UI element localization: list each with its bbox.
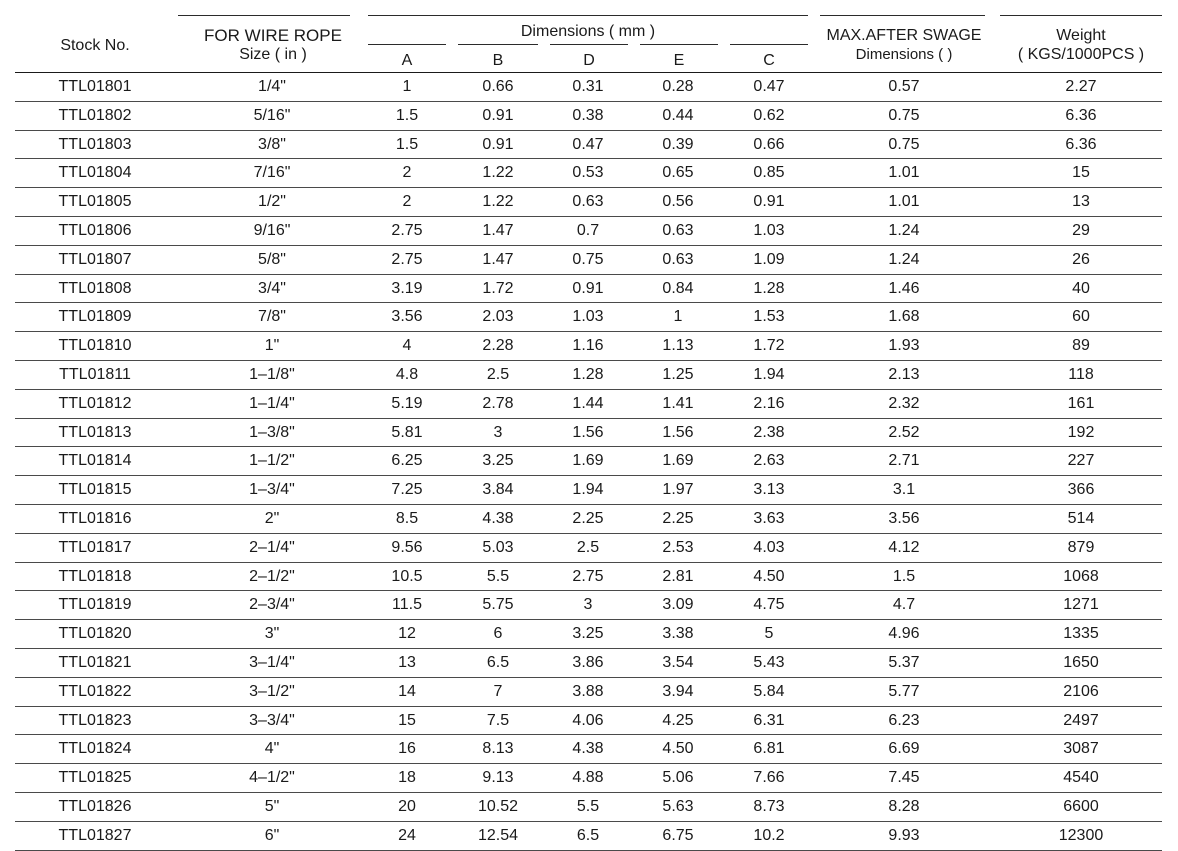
cell-dim-a: 16 bbox=[398, 740, 416, 758]
cell-dim-b: 2.28 bbox=[482, 337, 514, 355]
cell-dim-e: 6.75 bbox=[662, 826, 694, 844]
cell-dim-a: 24 bbox=[398, 826, 416, 844]
cell-dim-e: 1.97 bbox=[662, 481, 694, 499]
cell-dim-a: 3.19 bbox=[391, 279, 423, 297]
cell-swage: 5.77 bbox=[888, 682, 920, 700]
cell-dim-d: 1.16 bbox=[572, 337, 604, 355]
cell-stock-no: TTL01807 bbox=[58, 250, 132, 268]
cell-swage: 1.46 bbox=[888, 279, 920, 297]
cell-weight: 29 bbox=[1072, 221, 1090, 239]
cell-dim-e: 1.13 bbox=[662, 337, 694, 355]
table-row bbox=[15, 793, 1162, 822]
table-row bbox=[15, 102, 1162, 131]
cell-stock-no: TTL01806 bbox=[58, 221, 132, 239]
cell-wire-size: 3/4" bbox=[258, 279, 286, 297]
cell-dim-d: 3.25 bbox=[572, 625, 604, 643]
table-row bbox=[15, 534, 1162, 563]
cell-dim-c: 2.16 bbox=[753, 394, 785, 412]
cell-swage: 5.37 bbox=[888, 653, 920, 671]
cell-stock-no: TTL01821 bbox=[58, 653, 132, 671]
cell-dim-d: 6.5 bbox=[576, 826, 600, 844]
cell-dim-e: 0.65 bbox=[662, 164, 694, 182]
cell-dim-b: 1.22 bbox=[482, 193, 514, 211]
cell-dim-b: 7 bbox=[493, 682, 503, 700]
cell-weight: 15 bbox=[1072, 164, 1090, 182]
cell-wire-size: 4" bbox=[264, 740, 280, 758]
table-row bbox=[15, 707, 1162, 736]
cell-dim-c: 2.38 bbox=[753, 423, 785, 441]
cell-weight: 89 bbox=[1072, 337, 1090, 355]
header-swage-line2: Dimensions ( ) bbox=[855, 46, 953, 63]
cell-dim-d: 0.47 bbox=[572, 135, 604, 153]
cell-dim-c: 1.28 bbox=[753, 279, 785, 297]
table-row bbox=[15, 131, 1162, 160]
cell-swage: 1.01 bbox=[888, 164, 920, 182]
cell-dim-a: 12 bbox=[398, 625, 416, 643]
cell-swage: 2.71 bbox=[888, 452, 920, 470]
cell-stock-no: TTL01815 bbox=[58, 481, 132, 499]
cell-dim-d: 2.5 bbox=[576, 538, 600, 556]
cell-weight: 13 bbox=[1072, 193, 1090, 211]
table-row bbox=[15, 419, 1162, 448]
cell-dim-b: 5.03 bbox=[482, 538, 514, 556]
cell-weight: 366 bbox=[1067, 481, 1095, 499]
cell-dim-c: 10.2 bbox=[753, 826, 785, 844]
header-col-c: C bbox=[763, 52, 775, 69]
cell-stock-no: TTL01816 bbox=[58, 509, 132, 527]
cell-dim-b: 3.84 bbox=[482, 481, 514, 499]
table-row bbox=[15, 620, 1162, 649]
cell-dim-c: 4.50 bbox=[753, 567, 785, 585]
cell-swage: 1.24 bbox=[888, 250, 920, 268]
cell-wire-size: 3/8" bbox=[258, 135, 286, 153]
cell-wire-size: 1–1/4" bbox=[249, 394, 295, 412]
cell-dim-d: 0.53 bbox=[572, 164, 604, 182]
cell-dim-b: 3 bbox=[493, 423, 503, 441]
cell-dim-d: 1.28 bbox=[572, 365, 604, 383]
cell-dim-d: 1.44 bbox=[572, 394, 604, 412]
cell-wire-size: 3–3/4" bbox=[249, 711, 295, 729]
cell-wire-size: 1/4" bbox=[258, 78, 286, 95]
cell-dim-c: 0.47 bbox=[753, 78, 785, 95]
cell-weight: 4540 bbox=[1063, 769, 1099, 787]
cell-weight: 514 bbox=[1067, 509, 1095, 527]
cell-stock-no: TTL01804 bbox=[58, 164, 132, 182]
cell-dim-a: 20 bbox=[398, 797, 416, 815]
table-row bbox=[15, 332, 1162, 361]
cell-dim-c: 0.66 bbox=[753, 135, 785, 153]
table-row bbox=[15, 188, 1162, 217]
cell-weight: 6.36 bbox=[1065, 135, 1097, 153]
cell-dim-e: 0.84 bbox=[662, 279, 694, 297]
cell-wire-size: 1/2" bbox=[258, 193, 286, 211]
table-row bbox=[15, 735, 1162, 764]
cell-dim-d: 4.06 bbox=[572, 711, 604, 729]
cell-weight: 1335 bbox=[1063, 625, 1099, 643]
table-row bbox=[15, 361, 1162, 390]
cell-weight: 12300 bbox=[1058, 826, 1104, 844]
cell-wire-size: 7/8" bbox=[258, 308, 286, 326]
cell-stock-no: TTL01805 bbox=[58, 193, 132, 211]
cell-wire-size: 1" bbox=[264, 337, 280, 355]
cell-dim-d: 1.56 bbox=[572, 423, 604, 441]
cell-dim-a: 4 bbox=[402, 337, 412, 355]
top-rule-wire bbox=[178, 15, 350, 16]
cell-dim-a: 1 bbox=[402, 78, 412, 95]
cell-stock-no: TTL01820 bbox=[58, 625, 132, 643]
cell-dim-a: 5.19 bbox=[391, 394, 423, 412]
cell-dim-e: 1.25 bbox=[662, 365, 694, 383]
cell-stock-no: TTL01823 bbox=[58, 711, 132, 729]
table-row bbox=[15, 73, 1162, 102]
cell-dim-a: 15 bbox=[398, 711, 416, 729]
cell-dim-e: 2.25 bbox=[662, 509, 694, 527]
cell-dim-a: 8.5 bbox=[395, 509, 419, 527]
header-col-b: B bbox=[492, 52, 504, 69]
cell-dim-e: 4.50 bbox=[662, 740, 694, 758]
cell-swage: 0.57 bbox=[888, 78, 920, 95]
cell-swage: 4.7 bbox=[892, 596, 916, 614]
cell-dim-c: 6.81 bbox=[753, 740, 785, 758]
cell-dim-b: 12.54 bbox=[477, 826, 519, 844]
cell-swage: 9.93 bbox=[888, 826, 920, 844]
cell-stock-no: TTL01819 bbox=[58, 596, 132, 614]
cell-dim-c: 1.03 bbox=[753, 221, 785, 239]
cell-weight: 2.27 bbox=[1065, 78, 1097, 95]
cell-stock-no: TTL01818 bbox=[58, 567, 132, 585]
cell-dim-d: 0.91 bbox=[572, 279, 604, 297]
cell-dim-d: 0.63 bbox=[572, 193, 604, 211]
top-rule-swage bbox=[820, 15, 985, 16]
cell-dim-e: 3.94 bbox=[662, 682, 694, 700]
cell-dim-c: 0.85 bbox=[753, 164, 785, 182]
cell-weight: 26 bbox=[1072, 250, 1090, 268]
cell-wire-size: 2–1/4" bbox=[249, 538, 295, 556]
table-row bbox=[15, 649, 1162, 678]
cell-wire-size: 2–3/4" bbox=[249, 596, 295, 614]
cell-weight: 879 bbox=[1067, 538, 1095, 556]
cell-dim-a: 1.5 bbox=[395, 106, 419, 124]
cell-dim-b: 5.5 bbox=[486, 567, 510, 585]
cell-dim-b: 4.38 bbox=[482, 509, 514, 527]
cell-dim-c: 1.09 bbox=[753, 250, 785, 268]
cell-swage: 6.23 bbox=[888, 711, 920, 729]
cell-weight: 1271 bbox=[1063, 596, 1099, 614]
table-row bbox=[15, 591, 1162, 620]
cell-dim-b: 1.72 bbox=[482, 279, 514, 297]
cell-dim-b: 6 bbox=[493, 625, 503, 643]
cell-wire-size: 7/16" bbox=[253, 164, 291, 182]
cell-dim-d: 3.88 bbox=[572, 682, 604, 700]
cell-dim-d: 0.75 bbox=[572, 250, 604, 268]
cell-wire-size: 5/16" bbox=[253, 106, 291, 124]
top-rule-weight bbox=[1000, 15, 1162, 16]
cell-weight: 227 bbox=[1067, 452, 1095, 470]
cell-dim-c: 1.53 bbox=[753, 308, 785, 326]
cell-dim-e: 0.44 bbox=[662, 106, 694, 124]
cell-stock-no: TTL01809 bbox=[58, 308, 132, 326]
cell-dim-a: 13 bbox=[398, 653, 416, 671]
cell-dim-a: 5.81 bbox=[391, 423, 423, 441]
cell-dim-b: 1.22 bbox=[482, 164, 514, 182]
cell-stock-no: TTL01824 bbox=[58, 740, 132, 758]
cell-dim-e: 1.41 bbox=[662, 394, 694, 412]
cell-dim-a: 18 bbox=[398, 769, 416, 787]
cell-dim-e: 5.06 bbox=[662, 769, 694, 787]
cell-wire-size: 2" bbox=[264, 509, 280, 527]
cell-dim-b: 8.13 bbox=[482, 740, 514, 758]
cell-dim-e: 1.69 bbox=[662, 452, 694, 470]
cell-dim-b: 1.47 bbox=[482, 250, 514, 268]
cell-dim-e: 3.38 bbox=[662, 625, 694, 643]
cell-weight: 40 bbox=[1072, 279, 1090, 297]
cell-swage: 8.28 bbox=[888, 797, 920, 815]
cell-wire-size: 4–1/2" bbox=[249, 769, 295, 787]
cell-swage: 7.45 bbox=[888, 769, 920, 787]
cell-dim-b: 0.66 bbox=[482, 78, 514, 95]
table-row bbox=[15, 275, 1162, 304]
cell-stock-no: TTL01810 bbox=[58, 337, 132, 355]
cell-stock-no: TTL01803 bbox=[58, 135, 132, 153]
cell-wire-size: 5" bbox=[264, 797, 280, 815]
cell-swage: 6.69 bbox=[888, 740, 920, 758]
cell-swage: 3.56 bbox=[888, 509, 920, 527]
cell-stock-no: TTL01813 bbox=[58, 423, 132, 441]
cell-dim-b: 2.5 bbox=[486, 365, 510, 383]
cell-dim-a: 6.25 bbox=[391, 452, 423, 470]
cell-stock-no: TTL01827 bbox=[58, 826, 132, 844]
cell-dim-b: 10.52 bbox=[477, 797, 519, 815]
cell-dim-b: 3.25 bbox=[482, 452, 514, 470]
table-body bbox=[0, 73, 1178, 851]
table-row bbox=[15, 563, 1162, 592]
cell-dim-e: 3.54 bbox=[662, 653, 694, 671]
cell-swage: 1.24 bbox=[888, 221, 920, 239]
cell-dim-e: 3.09 bbox=[662, 596, 694, 614]
cell-stock-no: TTL01825 bbox=[58, 769, 132, 787]
cell-dim-a: 9.56 bbox=[391, 538, 423, 556]
cell-dim-d: 3.86 bbox=[572, 653, 604, 671]
cell-dim-c: 5 bbox=[764, 625, 774, 643]
cell-stock-no: TTL01826 bbox=[58, 797, 132, 815]
cell-dim-a: 1.5 bbox=[395, 135, 419, 153]
cell-dim-d: 4.88 bbox=[572, 769, 604, 787]
cell-weight: 2106 bbox=[1063, 682, 1099, 700]
cell-dim-c: 1.94 bbox=[753, 365, 785, 383]
cell-wire-size: 3–1/2" bbox=[249, 682, 295, 700]
cell-dim-c: 0.91 bbox=[753, 193, 785, 211]
cell-swage: 2.13 bbox=[888, 365, 920, 383]
cell-dim-e: 5.63 bbox=[662, 797, 694, 815]
dim-rule-d bbox=[550, 44, 628, 45]
cell-wire-size: 1–3/8" bbox=[249, 423, 295, 441]
cell-dim-d: 0.7 bbox=[576, 221, 600, 239]
cell-dim-e: 2.53 bbox=[662, 538, 694, 556]
cell-dim-c: 8.73 bbox=[753, 797, 785, 815]
cell-stock-no: TTL01811 bbox=[59, 365, 131, 383]
header-swage-line1: MAX.AFTER SWAGE bbox=[826, 27, 982, 44]
cell-dim-c: 3.13 bbox=[753, 481, 785, 499]
table-row bbox=[15, 447, 1162, 476]
cell-dim-c: 2.63 bbox=[753, 452, 785, 470]
cell-dim-b: 0.91 bbox=[482, 135, 514, 153]
cell-dim-c: 7.66 bbox=[753, 769, 785, 787]
cell-dim-c: 6.31 bbox=[753, 711, 785, 729]
cell-dim-e: 0.56 bbox=[662, 193, 694, 211]
cell-swage: 4.96 bbox=[888, 625, 920, 643]
table-row bbox=[15, 159, 1162, 188]
cell-weight: 118 bbox=[1068, 365, 1094, 383]
cell-dim-e: 2.81 bbox=[662, 567, 694, 585]
cell-wire-size: 1–1/8" bbox=[249, 365, 295, 383]
header-weight-line2: ( KGS/1000PCS ) bbox=[1017, 46, 1145, 63]
cell-dim-c: 0.62 bbox=[753, 106, 785, 124]
cell-dim-a: 3.56 bbox=[391, 308, 423, 326]
cell-dim-a: 7.25 bbox=[391, 481, 423, 499]
cell-stock-no: TTL01802 bbox=[58, 106, 132, 124]
cell-dim-a: 2 bbox=[402, 193, 412, 211]
dim-rule-e bbox=[640, 44, 718, 45]
dim-rule-b bbox=[458, 44, 538, 45]
header-dimensions: Dimensions ( mm ) bbox=[520, 23, 656, 40]
header-weight-line1: Weight bbox=[1056, 27, 1106, 44]
cell-dim-c: 4.75 bbox=[753, 596, 785, 614]
table-row bbox=[15, 246, 1162, 275]
cell-stock-no: TTL01808 bbox=[58, 279, 132, 297]
cell-weight: 2497 bbox=[1063, 711, 1099, 729]
cell-weight: 192 bbox=[1067, 423, 1095, 441]
cell-stock-no: TTL01814 bbox=[58, 452, 132, 470]
cell-swage: 2.32 bbox=[888, 394, 920, 412]
cell-dim-a: 2 bbox=[402, 164, 412, 182]
cell-dim-e: 0.28 bbox=[662, 78, 694, 95]
cell-dim-c: 4.03 bbox=[753, 538, 785, 556]
cell-dim-a: 2.75 bbox=[391, 221, 423, 239]
table-row bbox=[15, 764, 1162, 793]
cell-swage: 4.12 bbox=[888, 538, 920, 556]
cell-dim-c: 5.43 bbox=[753, 653, 785, 671]
table-row bbox=[15, 303, 1162, 332]
cell-weight: 1650 bbox=[1063, 653, 1099, 671]
cell-stock-no: TTL01801 bbox=[58, 78, 132, 95]
cell-swage: 1.93 bbox=[888, 337, 920, 355]
cell-dim-c: 3.63 bbox=[753, 509, 785, 527]
table-row bbox=[15, 822, 1162, 851]
cell-dim-c: 1.72 bbox=[753, 337, 785, 355]
cell-swage: 0.75 bbox=[888, 106, 920, 124]
cell-swage: 2.52 bbox=[888, 423, 920, 441]
cell-wire-size: 2–1/2" bbox=[249, 567, 295, 585]
cell-dim-e: 0.39 bbox=[662, 135, 694, 153]
cell-dim-d: 1.94 bbox=[572, 481, 604, 499]
cell-weight: 6600 bbox=[1063, 797, 1099, 815]
cell-dim-b: 2.78 bbox=[482, 394, 514, 412]
cell-dim-a: 14 bbox=[398, 682, 416, 700]
cell-dim-b: 7.5 bbox=[486, 711, 510, 729]
cell-dim-d: 0.38 bbox=[572, 106, 604, 124]
cell-swage: 1.5 bbox=[892, 567, 916, 585]
cell-wire-size: 3" bbox=[264, 625, 280, 643]
header-col-d: D bbox=[583, 52, 595, 69]
cell-dim-a: 11.5 bbox=[392, 596, 422, 614]
cell-dim-e: 1.56 bbox=[662, 423, 694, 441]
cell-dim-b: 5.75 bbox=[482, 596, 514, 614]
cell-dim-d: 5.5 bbox=[576, 797, 600, 815]
table-row bbox=[15, 217, 1162, 246]
cell-dim-b: 9.13 bbox=[482, 769, 514, 787]
cell-dim-a: 4.8 bbox=[395, 365, 419, 383]
table-row bbox=[15, 678, 1162, 707]
cell-weight: 161 bbox=[1067, 394, 1095, 412]
cell-wire-size: 3–1/4" bbox=[249, 653, 295, 671]
cell-dim-c: 5.84 bbox=[753, 682, 785, 700]
header-col-e: E bbox=[673, 52, 685, 69]
cell-weight: 3087 bbox=[1063, 740, 1099, 758]
table-row bbox=[15, 505, 1162, 534]
cell-dim-b: 1.47 bbox=[482, 221, 514, 239]
header-col-a: A bbox=[401, 52, 413, 69]
cell-dim-d: 1.03 bbox=[572, 308, 604, 326]
cell-weight: 60 bbox=[1072, 308, 1090, 326]
cell-dim-e: 0.63 bbox=[662, 221, 694, 239]
cell-dim-b: 0.91 bbox=[482, 106, 514, 124]
cell-dim-e: 1 bbox=[673, 308, 683, 326]
cell-wire-size: 5/8" bbox=[258, 250, 286, 268]
dim-rule-c bbox=[730, 44, 808, 45]
cell-dim-d: 4.38 bbox=[572, 740, 604, 758]
cell-weight: 1068 bbox=[1063, 567, 1099, 585]
cell-swage: 1.68 bbox=[888, 308, 920, 326]
cell-stock-no: TTL01812 bbox=[58, 394, 132, 412]
cell-dim-d: 2.75 bbox=[572, 567, 604, 585]
cell-dim-d: 0.31 bbox=[572, 78, 604, 95]
cell-dim-e: 4.25 bbox=[662, 711, 694, 729]
cell-dim-d: 1.69 bbox=[572, 452, 604, 470]
cell-dim-b: 2.03 bbox=[482, 308, 514, 326]
cell-dim-e: 0.63 bbox=[662, 250, 694, 268]
table-row bbox=[15, 476, 1162, 505]
cell-dim-d: 3 bbox=[583, 596, 593, 614]
cell-swage: 0.75 bbox=[888, 135, 920, 153]
cell-swage: 1.01 bbox=[888, 193, 920, 211]
cell-weight: 6.36 bbox=[1065, 106, 1097, 124]
cell-stock-no: TTL01822 bbox=[58, 682, 132, 700]
cell-dim-b: 6.5 bbox=[486, 653, 510, 671]
cell-wire-size: 1–3/4" bbox=[249, 481, 295, 499]
top-rule-dimensions bbox=[368, 15, 808, 16]
cell-wire-size: 9/16" bbox=[253, 221, 291, 239]
cell-wire-size: 1–1/2" bbox=[249, 452, 295, 470]
cell-dim-a: 2.75 bbox=[391, 250, 423, 268]
dim-rule-a bbox=[368, 44, 446, 45]
cell-stock-no: TTL01817 bbox=[58, 538, 132, 556]
cell-wire-size: 6" bbox=[264, 826, 280, 844]
cell-dim-a: 10.5 bbox=[391, 567, 423, 585]
cell-dim-d: 2.25 bbox=[572, 509, 604, 527]
cell-swage: 3.1 bbox=[892, 481, 916, 499]
header-wire-rope-line1: FOR WIRE ROPE bbox=[204, 26, 342, 45]
header-wire-rope-line2: Size ( in ) bbox=[239, 46, 307, 63]
table-row bbox=[15, 390, 1162, 419]
header-stock-no: Stock No. bbox=[60, 37, 130, 54]
